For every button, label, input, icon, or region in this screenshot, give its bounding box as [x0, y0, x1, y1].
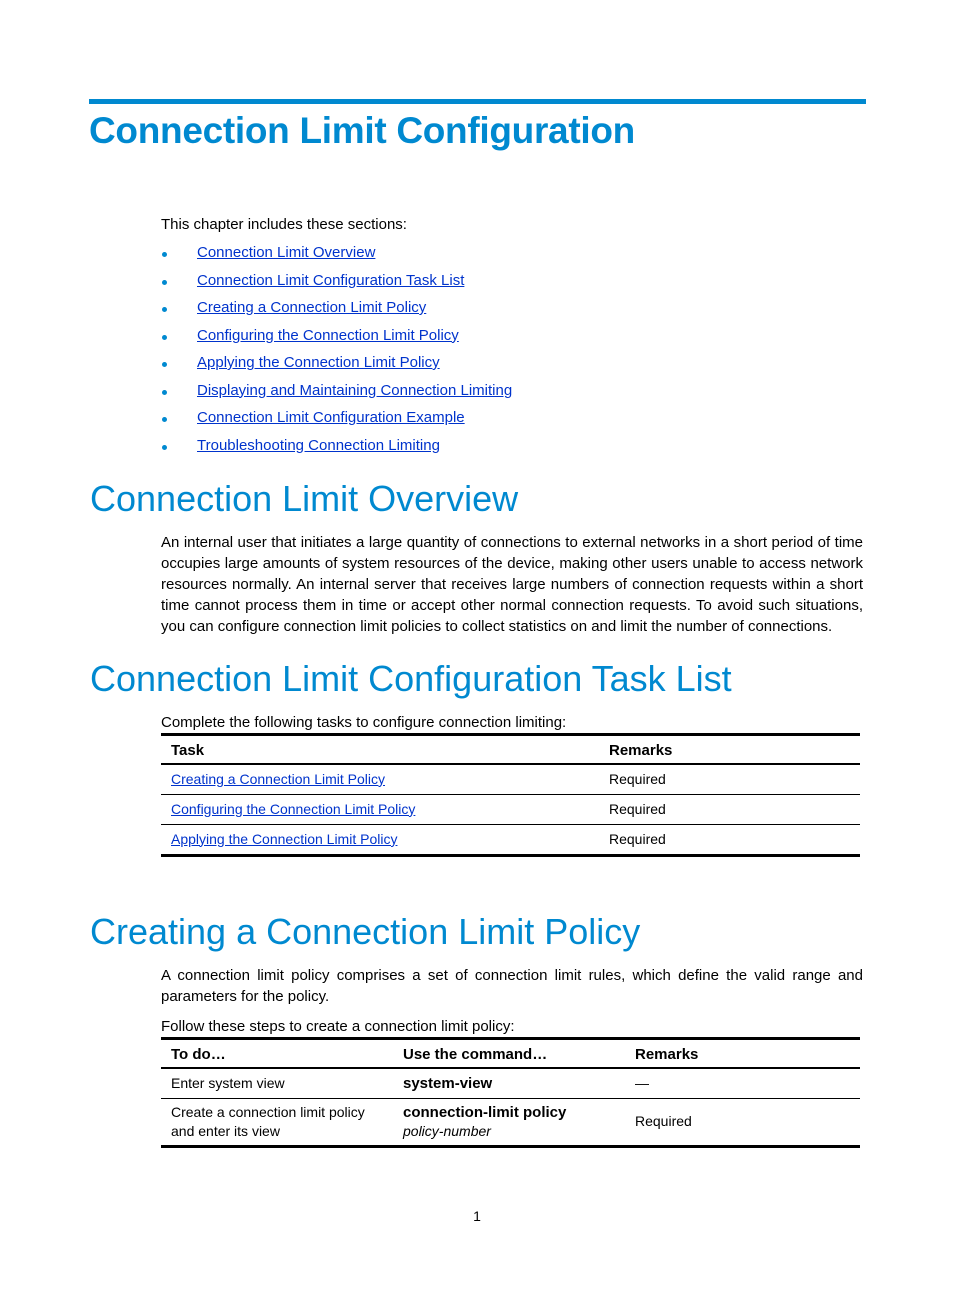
remarks-cell: Required — [599, 824, 860, 855]
chapter-title: Connection Limit Configuration — [89, 110, 635, 151]
table-row — [161, 764, 860, 794]
creating-steps-intro: Follow these steps to create a connection limit policy: — [161, 1018, 515, 1035]
bullet-icon — [162, 280, 167, 285]
toc-link-configuring[interactable]: Configuring the Connection Limit Policy — [197, 326, 459, 344]
todo-cell: Create a connection limit policy and enter its view — [161, 1098, 393, 1146]
bullet-icon — [162, 252, 167, 257]
bullet-icon — [162, 417, 167, 422]
creating-heading: Creating a Connection Limit Policy — [90, 911, 641, 952]
command-column-header: Use the command… — [393, 1039, 625, 1069]
todo-column-header: To do… — [161, 1039, 393, 1069]
bullet-icon — [162, 307, 167, 312]
bullet-icon — [162, 335, 167, 340]
table-header-row — [161, 1039, 860, 1069]
table-row — [161, 1098, 860, 1146]
overview-paragraph: An internal user that initiates a large quantity of connections to external networks in a short period of time occupies large amounts of system resources of the device, making other users unable to access network resources normally. An internal server that receives large numbers of connection requests within a short time cannot process them in time or accept other normal connection requests. To avoid such situations, you can configure connection limit policies to collect statistics on and limit the number of connections. — [161, 534, 863, 635]
toc-link-example[interactable]: Connection Limit Configuration Example — [197, 409, 465, 426]
remarks-cell: Required — [625, 1098, 860, 1146]
task-list-heading: Connection Limit Configuration Task List — [90, 658, 732, 699]
command-keyword: system-view — [403, 1074, 493, 1092]
overview-heading: Connection Limit Overview — [90, 478, 519, 519]
chapter-top-rule — [89, 99, 866, 104]
table-row — [161, 1068, 860, 1098]
task-column-header: Task — [161, 735, 599, 765]
command-argument: policy-number — [403, 1122, 491, 1139]
table-row — [161, 824, 860, 855]
steps-table — [161, 1037, 860, 1148]
remarks-column-header: Remarks — [599, 735, 860, 765]
toc-link-creating[interactable]: Creating a Connection Limit Policy — [197, 299, 427, 316]
intro-text: This chapter includes these sections: — [161, 216, 407, 233]
task-link-applying[interactable]: Applying the Connection Limit Policy — [171, 830, 398, 847]
todo-cell: Enter system view — [161, 1068, 393, 1098]
table-row — [161, 794, 860, 824]
bullet-icon — [162, 445, 167, 450]
creating-paragraph: A connection limit policy comprises a set of connection limit rules, which define the valid range and parameters for the policy. — [161, 967, 863, 1005]
bullet-icon — [162, 362, 167, 367]
task-link-configuring[interactable]: Configuring the Connection Limit Policy — [171, 800, 416, 817]
toc-link-troubleshooting[interactable]: Troubleshooting Connection Limiting — [197, 436, 440, 454]
remarks-cell: Required — [599, 764, 860, 794]
toc-link-applying[interactable]: Applying the Connection Limit Policy — [197, 354, 440, 371]
remarks-column-header: Remarks — [625, 1039, 860, 1069]
toc-link-displaying[interactable]: Displaying and Maintaining Connection Limiting — [197, 381, 513, 399]
page-number: 1 — [473, 1208, 481, 1224]
toc-link-overview[interactable]: Connection Limit Overview — [197, 244, 376, 261]
toc-link-task-list[interactable]: Connection Limit Configuration Task List — [197, 271, 465, 289]
command-keyword: connection-limit policy — [403, 1103, 567, 1121]
table-header-row — [161, 735, 860, 765]
remarks-cell: Required — [599, 794, 860, 824]
remarks-cell: — — [625, 1068, 860, 1098]
task-list-intro: Complete the following tasks to configure connection limiting: — [161, 714, 567, 731]
bullet-icon — [162, 390, 167, 395]
task-link-creating[interactable]: Creating a Connection Limit Policy — [171, 770, 385, 787]
task-table — [161, 733, 860, 857]
